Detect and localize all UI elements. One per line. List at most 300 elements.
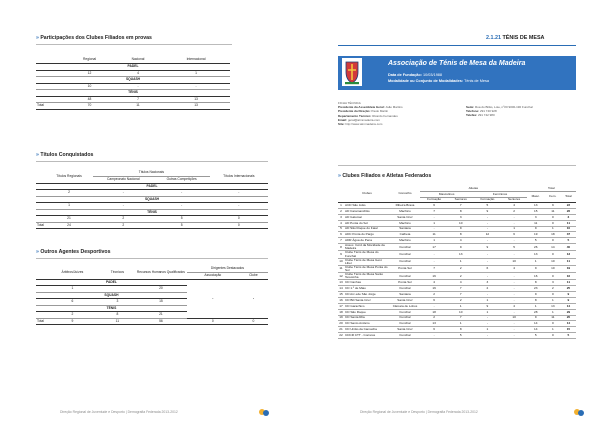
- table-cell: -: [473, 226, 501, 232]
- table-cell: 1: [162, 70, 230, 77]
- club-row: [338, 272, 576, 279]
- other-agents-title: » Outros Agentes Desportivos: [36, 249, 111, 255]
- regional-logo-icon: [258, 408, 270, 417]
- table-cell: 26: [561, 208, 576, 214]
- table-cell: 3: [338, 214, 344, 220]
- table-cell: 13: [448, 251, 473, 258]
- table-cell: 6: [420, 297, 448, 303]
- table-cell: -: [473, 258, 501, 265]
- table-cell: 11: [114, 103, 162, 110]
- technical-sheet: FICHA TÉCNICA Presidente da Assembleia Geral: João Martins Presidente da Direção: Paulo Martin Departamento Técnico: Ricardo Fernandes Email: geral@atmmadeira.com Site: http://www.atmmadeira.com: [338, 101, 403, 127]
- table-cell: 1: [545, 327, 561, 333]
- column-header: Técnicos: [100, 266, 135, 279]
- table-cell: -: [420, 251, 448, 258]
- column-header: Regional: [65, 57, 114, 64]
- column-header: Masc.: [527, 192, 545, 203]
- table-cell: 5: [473, 203, 501, 209]
- table-cell: Funchal: [390, 286, 420, 292]
- table-cell: 6: [420, 203, 448, 209]
- table-cell: 8: [527, 297, 545, 303]
- table-cell: 5: [448, 333, 473, 339]
- table-cell: 18: [545, 232, 561, 238]
- table-cell: 17: [420, 244, 448, 251]
- info-line: Site: http://www.atmmadeira.com: [338, 122, 383, 127]
- table-cell: 10: [502, 315, 527, 321]
- club-name: ADC Ponta do Pargo: [344, 232, 390, 238]
- table-cell: 37: [561, 232, 576, 238]
- table-cell: -: [473, 238, 501, 244]
- table-cell: 9: [45, 318, 100, 325]
- club-name: CDCR CTT - Correios: [344, 333, 390, 339]
- club-name: AD Caramanchão: [344, 208, 390, 214]
- club-name: AD Galomar: [344, 214, 390, 220]
- table-cell: 1: [448, 258, 473, 265]
- table-cell: 7: [448, 291, 473, 297]
- table-cell: -: [502, 272, 527, 279]
- table-cell: -: [473, 272, 501, 279]
- table-cell: 3: [448, 214, 473, 220]
- column-header: Clubes: [344, 186, 390, 203]
- table-cell: 9: [473, 244, 501, 251]
- table-cell: 10: [545, 265, 561, 272]
- table-cell: 2: [93, 216, 154, 223]
- table-cell: 19: [339, 315, 343, 320]
- table-cell: 16: [527, 272, 545, 279]
- club-name: ADR Água de Pena: [344, 238, 390, 244]
- club-name: CD Garachico: [344, 303, 390, 309]
- table-cell: 7: [448, 315, 473, 321]
- table-cell: 1: [45, 286, 100, 293]
- divider: [36, 258, 268, 259]
- table-cell: 48: [65, 96, 114, 103]
- table-cell: 5: [527, 238, 545, 244]
- table-cell: 10: [448, 309, 473, 315]
- table-cell: 1: [448, 303, 473, 309]
- table-cell: 14: [527, 327, 545, 333]
- table-cell: 8: [448, 327, 473, 333]
- table-cell: 5: [502, 244, 527, 251]
- table-cell: 6: [338, 232, 344, 238]
- club-name: Clube Ténis de Mesa Ponta do Sol: [344, 265, 390, 272]
- table-cell: 9: [473, 303, 501, 309]
- column-header: Campeonato Nacional: [93, 177, 154, 184]
- table-cell: 0: [187, 318, 239, 325]
- table-cell: -: [473, 333, 501, 339]
- column-header: Recursos Humanos Qualificados: [135, 266, 187, 279]
- info-line: Presidente da Assembleia Geral: João Martins: [338, 105, 403, 110]
- table-cell: 11: [561, 280, 576, 286]
- clube-cell: -: [252, 295, 254, 300]
- table-cell: -: [114, 83, 162, 90]
- table-cell: -: [473, 321, 501, 327]
- info-line: Telefone: 291 740 928: [466, 109, 497, 114]
- table-cell: 0: [545, 251, 561, 258]
- table-cell: -: [154, 203, 210, 210]
- club-name: CD Santa Rita: [344, 315, 390, 321]
- table-cell: Machico: [390, 208, 420, 214]
- table-cell: [36, 266, 45, 279]
- table-cell: -: [473, 315, 501, 321]
- table-cell: -: [210, 203, 268, 210]
- table-cell: Total: [37, 222, 44, 227]
- table-cell: 0: [545, 214, 561, 220]
- table-cell: 11: [338, 265, 344, 272]
- column-header: Títulos Internacionais: [210, 170, 268, 183]
- table-cell: 8: [527, 280, 545, 286]
- table-cell: 7: [448, 286, 473, 292]
- table-cell: 1: [502, 226, 527, 232]
- table-cell: Santa Cruz: [390, 214, 420, 220]
- table-cell: Total: [36, 103, 65, 110]
- column-header: Total: [527, 186, 576, 192]
- table-cell: -: [420, 226, 448, 232]
- titles-table: [36, 170, 268, 229]
- table-cell: -: [420, 214, 448, 220]
- info-line: Telefax: 291 742 980: [466, 113, 495, 118]
- total-row: [36, 318, 268, 325]
- table-cell: 13: [162, 103, 230, 110]
- table-cell: 14: [561, 321, 576, 327]
- table-cell: 1: [420, 238, 448, 244]
- column-header: Árbitros/Juízes: [45, 266, 100, 279]
- column-header: Seniores: [502, 197, 527, 203]
- clubs-athletes-table: [338, 186, 576, 339]
- modality-line: Modalidade ou Conjunto de Modalidades: Ténis de Mesa: [388, 79, 489, 83]
- table-cell: 14: [527, 321, 545, 327]
- table-cell: 17: [339, 303, 343, 308]
- table-cell: 9: [527, 291, 545, 297]
- table-cell: 3: [473, 280, 501, 286]
- table-cell: 2: [545, 286, 561, 292]
- column-header: Femininos: [473, 192, 526, 198]
- table-cell: 0: [210, 222, 268, 229]
- table-cell: Funchal: [390, 251, 420, 258]
- table-cell: 20: [561, 315, 576, 321]
- table-cell: 21: [135, 312, 187, 319]
- club-name: Clube Ténis de Mesa Santo Teresinha: [344, 272, 390, 279]
- table-cell: 11: [527, 220, 545, 226]
- table-cell: 2: [45, 190, 93, 197]
- table-cell: 19: [561, 265, 576, 272]
- table-cell: 24: [45, 222, 93, 229]
- table-cell: 1: [527, 258, 545, 265]
- column-header: Dirigentes Destacados: [187, 266, 268, 273]
- table-cell: 16: [339, 297, 343, 302]
- table-cell: -: [473, 251, 501, 258]
- table-cell: 10: [448, 220, 473, 226]
- table-cell: 3: [527, 214, 545, 220]
- table-cell: 9: [338, 251, 344, 258]
- table-cell: 21: [45, 216, 93, 223]
- table-cell: 7: [420, 208, 448, 214]
- table-cell: 1: [45, 203, 93, 210]
- club-name: CD Arc ede São Jorge: [344, 291, 390, 297]
- table-cell: 70: [65, 103, 114, 110]
- table-cell: 56: [135, 318, 187, 325]
- info-line: Departamento Técnico: Ricardo Fernandes: [338, 113, 398, 118]
- table-cell: 14: [545, 244, 561, 251]
- club-name: Clube Ténis de Mesa do Funchal: [344, 251, 390, 258]
- table-cell: 14: [561, 303, 576, 309]
- club-row: [338, 333, 576, 339]
- table-cell: Funchal: [390, 333, 420, 339]
- table-cell: 9: [473, 208, 501, 214]
- table-cell: 28: [527, 309, 545, 315]
- table-cell: 2: [502, 208, 527, 214]
- table-cell: -: [502, 280, 527, 286]
- table-cell: 2: [473, 286, 501, 292]
- table-cell: Ponta Sol: [390, 280, 420, 286]
- divider: [338, 165, 576, 166]
- club-name: CD Bili Santa Cruz: [344, 297, 390, 303]
- table-cell: 1: [473, 297, 501, 303]
- table-cell: 1: [448, 321, 473, 327]
- table-cell: 11: [545, 208, 561, 214]
- association-crest-icon: [342, 58, 362, 86]
- column-header: Masculinos: [420, 192, 473, 198]
- table-cell: 22: [339, 333, 343, 338]
- table-cell: 4: [420, 280, 448, 286]
- table-cell: 3: [545, 280, 561, 286]
- table-cell: 9: [527, 226, 545, 232]
- table-cell: 1: [420, 220, 448, 226]
- total-row: [36, 222, 268, 229]
- table-cell: -: [502, 291, 527, 297]
- table-cell: 7: [338, 238, 344, 244]
- table-cell: 8: [448, 208, 473, 214]
- table-cell: Funchal: [390, 309, 420, 315]
- table-cell: 6: [502, 232, 527, 238]
- table-cell: 2: [93, 222, 154, 229]
- clubs-title: » Clubes Filiados e Atletas Federados: [338, 173, 432, 179]
- table-cell: 9: [561, 291, 576, 297]
- table-cell: 16: [420, 272, 448, 279]
- table-cell: 5: [338, 226, 344, 232]
- column-header: Concelho: [390, 186, 420, 203]
- table-cell: 11: [561, 220, 576, 226]
- table-cell: -: [502, 321, 527, 327]
- table-cell: -: [502, 297, 527, 303]
- table-cell: 25: [561, 286, 576, 292]
- column-header: Nacional: [114, 57, 162, 64]
- club-name: AD São Roque do Faial: [344, 226, 390, 232]
- table-cell: 10: [561, 226, 576, 232]
- group-label: SQUASH: [36, 196, 268, 203]
- table-cell: 2: [448, 297, 473, 303]
- table-cell: 7: [448, 203, 473, 209]
- regional-logo-icon: [573, 408, 585, 417]
- footer-text: Direção Regional de Juventude e Desporto | Demografia Federada 2013-2012: [360, 410, 478, 414]
- group-label: TÉNIS: [36, 209, 268, 216]
- column-header: Outras Competições: [154, 177, 210, 184]
- table-cell: 2: [448, 272, 473, 279]
- table-cell: 8: [448, 232, 473, 238]
- table-cell: Câmara de Lobos: [390, 303, 420, 309]
- table-cell: Machico: [390, 238, 420, 244]
- titles-title: » Títulos Conquistados: [36, 152, 94, 158]
- club-name: CD 1.º de Maio: [344, 286, 390, 292]
- table-cell: Ponta Sol: [390, 265, 420, 272]
- table-cell: -: [502, 238, 527, 244]
- group-label: SQUASH: [36, 77, 230, 84]
- table-cell: 2: [448, 265, 473, 272]
- table-cell: 11: [545, 315, 561, 321]
- table-cell: -: [420, 258, 448, 265]
- group-label: TÉNIS: [36, 90, 230, 97]
- table-cell: Santa Cruz: [390, 297, 420, 303]
- total-row: [36, 103, 230, 110]
- table-cell: Santa Cruz: [390, 327, 420, 333]
- table-cell: 0: [239, 318, 268, 325]
- club-name: CD São Roque: [344, 309, 390, 315]
- club-name: CD Canhas: [344, 280, 390, 286]
- table-cell: 0: [545, 333, 561, 339]
- table-cell: 20: [339, 321, 343, 326]
- club-name: Clube Ténis de Mesa Gest Liber: [344, 258, 390, 265]
- section-rule: [338, 45, 576, 46]
- other-agents-table: [36, 266, 268, 325]
- table-cell: 40: [561, 244, 576, 251]
- club-name: ACD São João: [344, 203, 390, 209]
- column-header: Atletas: [420, 186, 527, 192]
- table-cell: 2: [45, 312, 100, 319]
- table-cell: Total: [37, 318, 44, 323]
- table-cell: 4: [448, 280, 473, 286]
- info-line: Sede: Rua do Bitão, Lote, nº20 9000-190 Funchal: [466, 105, 533, 109]
- table-cell: 13: [527, 251, 545, 258]
- table-cell: -: [473, 220, 501, 226]
- column-header: Formação: [420, 197, 448, 203]
- table-cell: 4: [448, 238, 473, 244]
- table-cell: 5: [561, 333, 576, 339]
- column-header: Títulos Regionais: [45, 170, 93, 183]
- founding-line: Data de Fundação: 10/03/1988: [388, 73, 443, 77]
- table-cell: [36, 170, 45, 183]
- table-cell: Funchal: [390, 321, 420, 327]
- column-header: Fem.: [545, 192, 561, 203]
- table-cell: 5: [154, 222, 210, 229]
- club-name: Assoc. Cérd da Mocidade da Madeira: [344, 244, 390, 251]
- table-cell: 26: [527, 244, 545, 251]
- table-cell: 11: [100, 318, 135, 325]
- column-header: Seniores: [448, 197, 473, 203]
- table-cell: 5: [154, 216, 210, 223]
- table-cell: 14: [339, 285, 343, 290]
- table-cell: 13: [420, 321, 448, 327]
- contact-info: [466, 105, 533, 118]
- table-cell: -: [502, 309, 527, 315]
- table-cell: Funchal: [390, 272, 420, 279]
- table-cell: 5: [561, 238, 576, 244]
- participations-title: » Participações dos Clubes Filiados em provas: [36, 35, 152, 41]
- table-cell: 0: [545, 321, 561, 327]
- table-cell: Santana: [390, 291, 420, 297]
- group-label: SQUASH: [36, 292, 187, 299]
- table-cell: 13: [339, 280, 343, 285]
- table-cell: 1: [545, 226, 561, 232]
- table-cell: 20: [135, 286, 187, 293]
- table-cell: 9: [561, 297, 576, 303]
- table-cell: Ribeira Brava: [390, 203, 420, 209]
- divider: [36, 161, 268, 162]
- table-cell: -: [93, 190, 154, 197]
- table-cell: -: [502, 333, 527, 339]
- table-cell: 4: [114, 70, 162, 77]
- table-cell: 12: [473, 232, 501, 238]
- table-cell: -: [473, 214, 501, 220]
- table-cell: Calheta: [390, 232, 420, 238]
- table-cell: -: [420, 303, 448, 309]
- table-cell: -: [93, 203, 154, 210]
- table-cell: 9: [448, 244, 473, 251]
- club-name: AD Ponta do Sol: [344, 220, 390, 226]
- column-header: Associação: [187, 273, 239, 280]
- column-header: Formação: [473, 197, 501, 203]
- table-cell: 1: [527, 303, 545, 309]
- table-cell: 0: [545, 238, 561, 244]
- table-cell: 23: [527, 286, 545, 292]
- table-cell: 8: [338, 244, 344, 251]
- table-cell: 10: [545, 258, 561, 265]
- group-label: PADEL: [36, 183, 268, 190]
- table-cell: 15: [561, 327, 576, 333]
- association-name: Associação de Ténis de Mesa da Madeira: [388, 60, 526, 67]
- table-cell: 1: [473, 309, 501, 315]
- table-cell: 13: [527, 203, 545, 209]
- table-cell: 9: [545, 203, 561, 209]
- table-cell: 15: [527, 208, 545, 214]
- table-cell: 12: [65, 70, 114, 77]
- table-cell: 2: [420, 291, 448, 297]
- table-cell: 4: [502, 265, 527, 272]
- table-cell: Machico: [390, 220, 420, 226]
- table-cell: -: [210, 190, 268, 197]
- table-cell: 13: [545, 303, 561, 309]
- table-cell: Funchal: [390, 258, 420, 265]
- footer-text: Direção Regional de Juventude e Desporto | Demografia Federada 2013-2012: [60, 410, 178, 414]
- table-cell: 18: [420, 309, 448, 315]
- table-cell: 19: [527, 232, 545, 238]
- table-cell: 3: [100, 299, 135, 306]
- info-line: Email: geral@atmmadeira.com: [338, 117, 380, 122]
- table-cell: 13: [561, 251, 576, 258]
- table-cell: 29: [561, 309, 576, 315]
- group-label: PADEL: [36, 279, 187, 286]
- column-header: Internacional: [162, 57, 230, 64]
- table-cell: -: [502, 286, 527, 292]
- table-cell: 0: [545, 220, 561, 226]
- table-cell: Funchal: [390, 315, 420, 321]
- table-cell: 0: [210, 216, 268, 223]
- table-cell: 4: [502, 203, 527, 209]
- table-cell: 15: [135, 299, 187, 306]
- table-cell: 12: [338, 272, 344, 279]
- column-header: Títulos Nacionais: [93, 170, 210, 177]
- table-cell: 4: [502, 303, 527, 309]
- table-cell: -: [162, 83, 230, 90]
- group-label: PADEL: [36, 64, 230, 71]
- table-cell: 16: [420, 286, 448, 292]
- table-cell: 21: [339, 327, 343, 332]
- column-header: Total: [561, 192, 576, 203]
- table-cell: 13: [162, 96, 230, 103]
- table-cell: 1: [545, 309, 561, 315]
- table-cell: 6: [45, 299, 100, 306]
- club-name: CD Santo António: [344, 321, 390, 327]
- table-cell: 9: [527, 315, 545, 321]
- table-cell: 10: [502, 258, 527, 265]
- table-cell: -: [154, 190, 210, 197]
